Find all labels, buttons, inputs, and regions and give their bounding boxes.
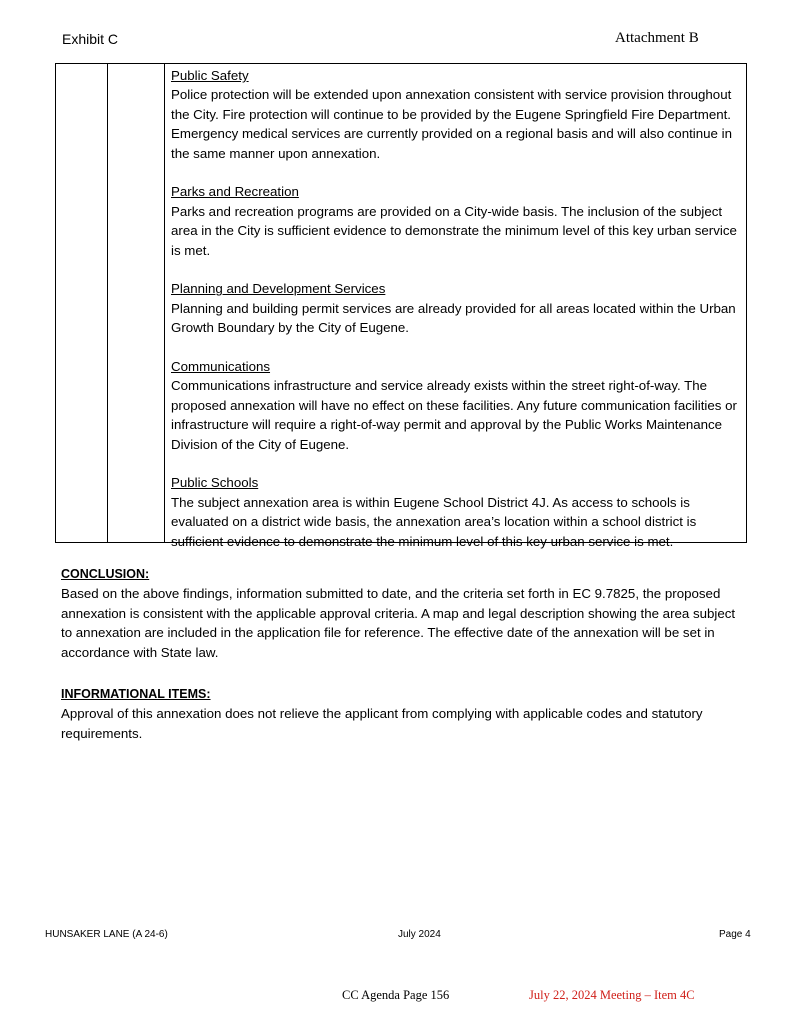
footer-date: July 2024: [398, 929, 441, 940]
informational-heading: INFORMATIONAL ITEMS:: [61, 687, 211, 701]
informational-text: Approval of this annexation does not relieve the applicant from complying with applicable codes and statutory requirements.: [61, 706, 703, 741]
finding-body: The subject annexation area is within Eugene School District 4J. As access to schools is evaluated on a district wide basis, the annexation area’s location within a school district is sufficient evidence to demonstrate the minimum level of this key urban service is met.: [171, 494, 697, 549]
finding-title: Public Schools: [171, 475, 259, 491]
finding-body: Police protection will be extended upon annexation consistent with service provision throughout the City. Fire protection will continue to be provided by the Eugene Springfield Fire Department. Emergency medical services are currently provided on a regional basis and will also continue in the same manner upon annexation.: [171, 87, 732, 161]
table-column-1: [56, 64, 108, 542]
table-column-2: [108, 64, 165, 542]
finding-body: Planning and building permit services are already provided for all areas located within the Urban Growth Boundary by the City of Eugene.: [171, 300, 736, 336]
finding-parks-recreation: [171, 182, 741, 260]
conclusion-section: [61, 565, 741, 662]
informational-section: [61, 685, 741, 743]
agenda-meeting: July 22, 2024 Meeting – Item 4C: [529, 988, 695, 1002]
finding-title: Public Safety: [171, 68, 249, 83]
findings-table: [55, 63, 747, 549]
finding-public-schools: [171, 473, 741, 551]
finding-planning-development: [171, 279, 741, 337]
conclusion-text: Based on the above findings, information submitted to date, and the criteria set forth in EC 9.7825, the proposed annexation is consistent with the applicable approval criteria. A map and legal description showing the area subject to annexation are included in the application file for reference. The effective date of the annexation will be set in accordance with State law.: [61, 586, 736, 660]
conclusion-heading: CONCLUSION:: [61, 567, 150, 581]
footer-page-number: Page 4: [719, 929, 751, 940]
finding-body: Parks and recreation programs are provided on a City-wide basis. The inclusion of the subject area in the City is sufficient evidence to demonstrate the minimum level of this key urban service is met.: [171, 203, 737, 258]
attachment-label: Attachment B: [615, 30, 699, 46]
agenda-page: CC Agenda Page 156: [342, 988, 450, 1002]
finding-title: Communications: [171, 359, 271, 375]
finding-title: Planning and Development Services: [171, 281, 386, 297]
table-column-findings: [165, 64, 746, 549]
exhibit-label: Exhibit C: [62, 31, 119, 47]
finding-communications: [171, 357, 741, 454]
footer-case-name: HUNSAKER LANE (A 24-6): [45, 929, 168, 940]
finding-public-safety: [171, 66, 741, 163]
finding-body: Communications infrastructure and service already exists within the street right-of-way. The proposed annexation will have no effect on these facilities. Any future communication facilities or infrastructure will require a right-of-way permit and approval by the Public Works Maintenance Division of the City of Eugene.: [171, 378, 737, 452]
finding-title: Parks and Recreation: [171, 184, 299, 200]
